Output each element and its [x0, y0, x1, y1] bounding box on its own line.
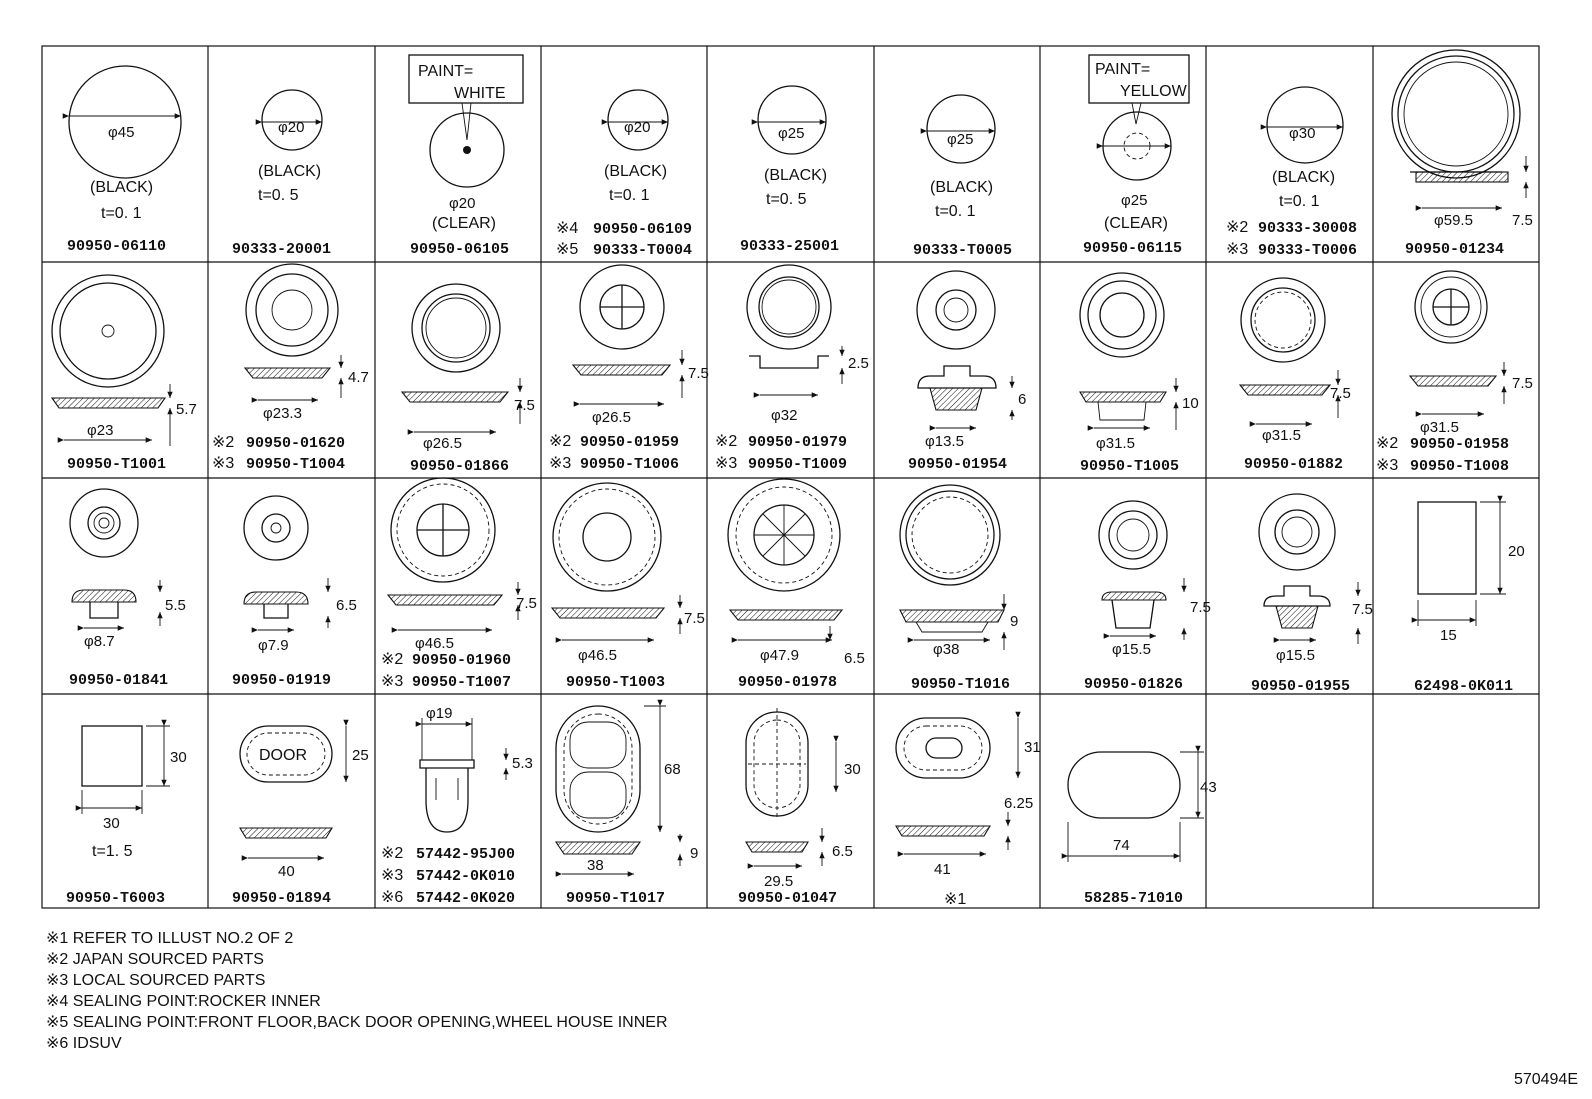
part-cell-90950-01234 — [1392, 50, 1533, 258]
dim-label: φ59.5 — [1434, 212, 1473, 229]
part-number: 90950-T1005 — [1080, 458, 1180, 475]
color-label: (BLACK) — [930, 179, 994, 196]
note-mark: ※2 — [1376, 435, 1399, 452]
note-mark: ※2 — [549, 433, 572, 450]
dim-label: φ46.5 — [415, 635, 454, 652]
dim-label: 7.5 — [516, 595, 537, 612]
note-mark: ※3 — [1376, 457, 1399, 474]
color-label: (BLACK) — [604, 163, 668, 180]
part-cell-90950-01919 — [232, 496, 357, 689]
paint-color-label: WHITE — [454, 85, 506, 102]
part-number: 90333-T0005 — [913, 242, 1013, 259]
part-number: 57442-95J00 — [416, 846, 516, 863]
dim-label: φ15.5 — [1276, 647, 1315, 664]
footnote: ※6 IDSUV — [46, 1035, 122, 1052]
dim-label: 30 — [170, 749, 187, 766]
dim-label: φ13.5 — [925, 433, 964, 450]
dim-label: 74 — [1113, 837, 1130, 854]
dim-label: 9 — [690, 845, 699, 862]
part-cell-90950-06105 — [409, 55, 523, 258]
part-number-alt: 57442-0K020 — [416, 890, 516, 907]
note-mark: ※2 — [381, 651, 404, 668]
footnote: ※5 SEALING POINT:FRONT FLOOR,BACK DOOR OPENING,WHEEL HOUSE INNER — [46, 1014, 668, 1031]
dim-label: φ20 — [449, 195, 476, 212]
color-label: (CLEAR) — [432, 215, 497, 232]
note-mark: ※3 — [1226, 241, 1249, 258]
dim-label: 20 — [1508, 543, 1525, 560]
part-number: 90950-01959 — [580, 434, 680, 451]
dim-label: 68 — [664, 761, 681, 778]
dim-label: 31 — [1024, 739, 1041, 756]
part-cell-90950-01882 — [1240, 278, 1351, 473]
part-number-alt: 90950-T1009 — [748, 456, 848, 473]
part-number: 90950-T6003 — [66, 890, 166, 907]
dim-label: φ15.5 — [1112, 641, 1151, 658]
dim-label: 43 — [1200, 779, 1217, 796]
dim-label: φ26.5 — [423, 435, 462, 452]
part-number: 90950-01954 — [908, 456, 1008, 473]
dim-label: φ26.5 — [592, 409, 631, 426]
part-number: 90950-01978 — [738, 674, 838, 691]
figure-id: 570494E — [1513, 1071, 1578, 1088]
part-number: 90950-01960 — [412, 652, 512, 669]
dim-label: φ25 — [947, 131, 974, 148]
note-mark: ※2 — [381, 845, 404, 862]
part-number: 90950-01841 — [69, 672, 169, 689]
dim-label: 10 — [1182, 395, 1199, 412]
part-number-alt: 90950-T1006 — [580, 456, 680, 473]
dim-label: 6.5 — [336, 597, 357, 614]
dim-label: φ31.5 — [1262, 427, 1301, 444]
color-label: (BLACK) — [258, 163, 322, 180]
part-cell-90950-01841 — [69, 489, 186, 689]
part-number: 90950-06110 — [67, 238, 167, 255]
dim-label: φ47.9 — [760, 647, 799, 664]
part-cell-90950-01047 — [738, 708, 861, 907]
note-mark: ※6 — [381, 889, 404, 906]
dim-label: 7.5 — [688, 365, 709, 382]
part-number: 90950-01882 — [1244, 456, 1344, 473]
thickness-label: t=0. 5 — [766, 191, 807, 208]
note-mark: ※3 — [212, 455, 235, 472]
dim-label: 7.5 — [514, 397, 535, 414]
part-number: 90950-01919 — [232, 672, 332, 689]
dim-label: 29.5 — [764, 873, 794, 890]
part-number: 90333-30008 — [1258, 220, 1358, 237]
part-number: 90950-01047 — [738, 890, 838, 907]
part-number: 90950-01826 — [1084, 676, 1184, 693]
color-label: (BLACK) — [1272, 169, 1336, 186]
part-number: 90333-20001 — [232, 241, 332, 258]
part-cell-90950-01959 — [549, 265, 709, 473]
dim-label: 6.5 — [844, 650, 865, 667]
thickness-label: t=1. 5 — [92, 843, 133, 860]
part-cell-90333-T0005 — [913, 95, 1012, 259]
part-cell-90333-30008 — [1226, 87, 1357, 259]
thickness-label: t=0. 1 — [935, 203, 976, 220]
dim-label: 4.7 — [348, 369, 369, 386]
part-number: 90950-01866 — [410, 458, 510, 475]
dim-label: 15 — [1440, 627, 1457, 644]
part-cell-90950-01960 — [381, 478, 537, 691]
dim-label: φ38 — [933, 641, 960, 658]
note-mark: ※3 — [381, 867, 404, 884]
dim-label: 7.5 — [684, 610, 705, 627]
thickness-label: t=0. 1 — [101, 205, 142, 222]
part-cell-90950-06109 — [556, 90, 692, 259]
dim-label: 40 — [278, 863, 295, 880]
dim-label: 7.5 — [1352, 601, 1373, 618]
note-mark: ※2 — [715, 433, 738, 450]
note-mark: ※2 — [212, 434, 235, 451]
thickness-label: t=0. 1 — [1279, 193, 1320, 210]
part-number: 62498-0K011 — [1414, 678, 1514, 695]
dim-label: φ45 — [108, 124, 135, 141]
part-number-alt: 90333-T0004 — [593, 242, 693, 259]
footnote: ※4 SEALING POINT:ROCKER INNER — [46, 993, 321, 1010]
part-cell-90950-T1016 — [900, 485, 1018, 693]
part-cell-57442-95J00 — [381, 705, 533, 907]
part-cell-90950-01955 — [1251, 494, 1373, 695]
dim-label: 9 — [1010, 613, 1019, 630]
part-cell-90950-T6003 — [66, 726, 187, 907]
dim-label: φ30 — [1289, 125, 1316, 142]
part-cell-90333-25001 — [740, 86, 839, 255]
part-number: 90950-01620 — [246, 435, 346, 452]
footnote: ※3 LOCAL SOURCED PARTS — [46, 972, 266, 989]
note-mark: ※3 — [549, 455, 572, 472]
part-cell-90950-06115 — [1083, 55, 1189, 257]
dim-label: 2.5 — [848, 355, 869, 372]
part-cell-90950-T1017 — [556, 706, 698, 907]
part-number-alt: 90950-T1007 — [412, 674, 512, 691]
part-number: 90333-25001 — [740, 238, 840, 255]
dim-label: 5.7 — [176, 401, 197, 418]
part-number-alt: 90333-T0006 — [1258, 242, 1358, 259]
dim-label: φ20 — [278, 119, 305, 136]
note-mark: ※3 — [381, 673, 404, 690]
part-number-alt: 57442-0K010 — [416, 868, 516, 885]
part-number: 90950-06105 — [410, 241, 510, 258]
dim-label: φ8.7 — [84, 633, 115, 650]
part-cell-90950-T1003 — [552, 483, 705, 691]
color-label: (BLACK) — [90, 179, 154, 196]
dim-label: φ46.5 — [578, 647, 617, 664]
part-number: 90950-T1003 — [566, 674, 666, 691]
dim-label: 7.5 — [1512, 212, 1533, 229]
color-label: (CLEAR) — [1104, 215, 1169, 232]
dim-label: φ7.9 — [258, 637, 289, 654]
dim-label: 6.5 — [832, 843, 853, 860]
part-number-alt: 90950-T1004 — [246, 456, 346, 473]
part-cell-90950-01866 — [402, 284, 535, 475]
part-cell-90950-01894 — [232, 726, 369, 907]
part-cell-62498-0K011 — [1414, 502, 1525, 695]
note-mark: ※5 — [556, 241, 579, 258]
dim-label: 5.5 — [165, 597, 186, 614]
part-number: 90950-01958 — [1410, 436, 1510, 453]
part-number-alt: 90950-T1008 — [1410, 458, 1510, 475]
dim-label: φ19 — [426, 705, 453, 722]
dim-label: φ23 — [87, 422, 114, 439]
part-cell-58285-71010 — [1068, 752, 1217, 907]
dim-label: 25 — [352, 747, 369, 764]
part-number: 90950-06109 — [593, 221, 693, 238]
dim-label: 7.5 — [1190, 599, 1211, 616]
dim-label: 30 — [103, 815, 120, 832]
dim-label: φ25 — [1121, 192, 1148, 209]
dim-label: 38 — [587, 857, 604, 874]
dim-label: 7.5 — [1330, 385, 1351, 402]
part-number: 90950-T1016 — [911, 676, 1011, 693]
footnote: ※1 REFER TO ILLUST NO.2 OF 2 — [46, 930, 294, 947]
part-number: 90950-T1017 — [566, 890, 666, 907]
dim-label: φ20 — [624, 119, 651, 136]
note-mark: ※3 — [715, 455, 738, 472]
part-cell-90950-01979 — [715, 265, 869, 473]
dim-label: 5.3 — [512, 755, 533, 772]
part-number: 90950-01234 — [1405, 241, 1505, 258]
part-cell-note-1 — [896, 718, 1041, 908]
part-cell-90950-01620 — [212, 264, 369, 473]
footnotes — [46, 928, 668, 1054]
dim-label: φ23.3 — [263, 405, 302, 422]
paint-color-label: YELLOW — [1120, 83, 1187, 100]
color-label: (BLACK) — [764, 167, 828, 184]
part-number: 90950-T1001 — [67, 456, 167, 473]
paint-label: PAINT= — [1095, 61, 1151, 78]
part-number: 58285-71010 — [1084, 890, 1184, 907]
part-number: 90950-01955 — [1251, 678, 1351, 695]
dim-label: φ31.5 — [1096, 435, 1135, 452]
part-number: 90950-06115 — [1083, 240, 1183, 257]
dim-label: 41 — [934, 861, 951, 878]
part-cell-90950-T1005 — [1080, 273, 1199, 475]
dim-label: 6 — [1018, 391, 1027, 408]
part-cell-90950-01958 — [1376, 271, 1533, 475]
dim-label: φ32 — [771, 407, 798, 424]
part-cell-90950-T1001 — [52, 275, 197, 473]
footnote: ※2 JAPAN SOURCED PARTS — [46, 951, 264, 968]
part-cell-90950-01954 — [908, 271, 1026, 473]
part-number: 90950-01894 — [232, 890, 332, 907]
part-cell-90950-06110 — [67, 66, 181, 255]
dim-label: φ25 — [778, 125, 805, 142]
dim-label: 30 — [844, 761, 861, 778]
dim-label: φ31.5 — [1420, 419, 1459, 436]
part-cell-90950-01978 — [728, 479, 865, 691]
note-mark: ※2 — [1226, 219, 1249, 236]
part-number: 90950-01979 — [748, 434, 848, 451]
note-mark: ※4 — [556, 220, 579, 237]
dim-label: 7.5 — [1512, 375, 1533, 392]
part-cell-90950-01826 — [1084, 501, 1211, 693]
thickness-label: t=0. 5 — [258, 187, 299, 204]
part-cell-90333-20001 — [232, 90, 331, 258]
paint-label: PAINT= — [418, 63, 474, 80]
thickness-label: t=0. 1 — [609, 187, 650, 204]
door-label: DOOR — [259, 747, 307, 764]
note-reference: ※1 — [944, 891, 967, 908]
dim-label: 6.25 — [1004, 795, 1034, 812]
